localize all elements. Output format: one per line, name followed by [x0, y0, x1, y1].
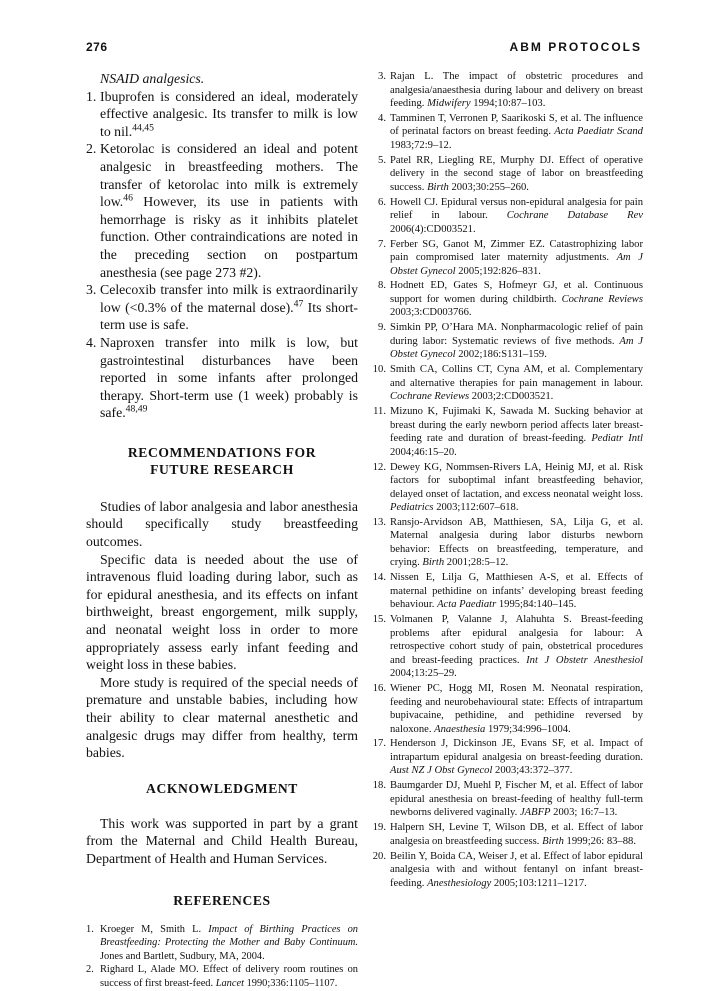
reference-number: 1.	[86, 923, 94, 935]
citation-superscript: 47	[293, 298, 304, 310]
reference-journal: Birth	[422, 557, 445, 569]
page-header	[86, 40, 642, 58]
list-item-number: 1.	[86, 88, 97, 104]
reference-number: 17.	[372, 738, 386, 750]
acknowledgment-paragraph: This work was supported in part by a grant from the Maternal and Child Health Bureau, Department of Health and Human Services.	[86, 815, 358, 866]
reference-list-left	[86, 923, 358, 991]
reference-item	[368, 70, 643, 111]
reference-authors: Baumgarder DJ, Muehl P, Fischer M, et al. Effect of labor epidural anesthesia on breast-feeding of healthy full-term newborns delivered vaginally.	[390, 780, 643, 819]
reference-details: 2001;28:5–12.	[444, 557, 509, 569]
recommendations-heading-line-2: FUTURE RESEARCH	[150, 461, 294, 477]
reference-item	[368, 821, 643, 848]
reference-details: 2004;46:15–20.	[390, 446, 457, 458]
citation-superscript: 48,49	[125, 403, 148, 415]
acknowledgment-heading: ACKNOWLEDGMENT	[146, 780, 298, 796]
reference-journal: Am J Obstet Gynecol	[390, 335, 643, 361]
reference-number: 13.	[372, 516, 386, 528]
left-column	[86, 70, 358, 991]
nsaid-list	[86, 88, 358, 422]
reference-journal: Cochrane Reviews	[561, 293, 643, 305]
reference-authors: Mizuno K, Fujimaki K, Sawada M. Sucking behavior at breast during the early newborn period affects later breast-feeding rate and duration of breast-feeding.	[390, 406, 643, 445]
list-item-text-cont: However, its use in patients with hemorrhage is risky as it inhibits platelet function. Other contraindications are noted in the preceding section on postpartum anesthesia (see page 273 #2).	[100, 194, 358, 280]
reference-details: 2004;13:25–29.	[390, 668, 457, 680]
reference-number: 9.	[378, 322, 386, 334]
citation-superscript: 44,45	[132, 122, 154, 134]
reference-item	[86, 963, 358, 990]
reference-journal: Birth	[427, 181, 449, 193]
reference-details: 1994;10:87–103.	[470, 98, 546, 109]
reference-item	[368, 571, 643, 612]
list-item-number: 2.	[86, 141, 97, 157]
reference-number: 12.	[372, 461, 386, 473]
reference-authors: Hodnett ED, Gates S, Hofmeyr GJ, et al. Continuous support for women during childbirth.	[390, 280, 643, 305]
reference-authors: Patel RR, Liegling RE, Murphy DJ. Effect of operative delivery in the second stage of labor on breastfeeding success.	[390, 154, 643, 193]
reference-details: 1979;34:996–1004.	[485, 723, 571, 735]
reference-journal: Int J Obstetr Anesthesiol	[526, 654, 643, 666]
recommendations-paragraph: Studies of labor analgesia and labor anesthesia should specifically study breastfeeding outcomes.	[86, 498, 358, 550]
reference-details: 2002;186:S131–159.	[455, 349, 547, 361]
page-number: 276	[86, 40, 108, 54]
reference-authors: Howell CJ. Epidural versus non-epidural analgesia for pain relief in labour.	[390, 196, 643, 222]
reference-item	[368, 516, 643, 570]
reference-authors: Righard L, Alade MO. Effect of delivery room routines on success of first breast-feed.	[100, 964, 358, 989]
reference-journal: Cochrane Database Rev	[506, 210, 643, 222]
reference-authors: Henderson J, Dickinson JE, Evans SF, et al. Impact of intrapartum epidural analgesia on breast-feeding duration.	[390, 738, 643, 763]
reference-item	[368, 779, 643, 820]
reference-number: 7.	[378, 238, 386, 250]
reference-item	[368, 461, 643, 515]
reference-item	[368, 613, 643, 681]
reference-number: 6.	[378, 196, 386, 208]
reference-journal: Am J Obstet Gynecol	[390, 252, 643, 277]
reference-item	[368, 850, 643, 891]
reference-authors: Beilin Y, Boida CA, Weiser J, et al. Effect of labor epidural analgesia with and without fentanyl on infant breast-feeding.	[390, 850, 643, 889]
reference-journal: Pediatrics	[390, 502, 434, 514]
reference-list-right	[368, 70, 643, 890]
reference-number: 11.	[373, 406, 386, 418]
list-item-text: Ketorolac is considered an ideal and potent analgesic in breastfeeding mothers. The transfer of ketorolac into milk is extremely low.	[100, 141, 358, 210]
reference-book-title: Impact of Birthing Practices on Breastfeeding: Protecting the Mother and Baby Continuum.	[100, 923, 359, 949]
reference-journal: Pediatr Intl	[591, 433, 643, 445]
reference-item	[368, 737, 643, 778]
reference-details: 2005;192:826–831.	[455, 265, 541, 277]
list-item-number: 4.	[86, 334, 97, 350]
reference-item	[368, 154, 643, 195]
reference-journal: JABFP	[519, 807, 551, 819]
reference-number: 5.	[378, 154, 386, 166]
reference-item	[368, 196, 643, 237]
right-column	[368, 70, 643, 892]
reference-journal: Anesthesiology	[427, 877, 492, 889]
reference-number: 4.	[378, 112, 386, 124]
reference-number: 20.	[372, 850, 386, 862]
list-item-text-cont: Its short-term use is safe.	[100, 299, 358, 333]
reference-authors: Tamminen T, Verronen P, Saarikoski S, et al. The influence of perinatal factors on breast feeding.	[390, 112, 643, 138]
reference-details: 2005;103:1211–1217.	[491, 877, 587, 889]
recommendations-heading	[86, 444, 358, 478]
reference-journal: Midwifery	[427, 98, 471, 109]
reference-number: 8.	[378, 280, 386, 292]
references-heading: REFERENCES	[173, 892, 271, 908]
recommendations-heading-line-1: RECOMMENDATIONS FOR	[127, 444, 317, 460]
reference-authors: Dewey KG, Nommsen-Rivers LA, Heinig MJ, et al. Risk factors for suboptimal infant breastfeeding behavior, delayed onset of lactation, and excess neonatal weight loss.	[390, 461, 643, 500]
reference-authors: Volmanen P, Valanne J, Alahuhta S. Breast-feeding problems after epidural analgesia for labour: A retrospective cohort study of pain, obstetrical procedures and breast-feeding practices.	[390, 614, 643, 666]
reference-details: 1995;84:140–145.	[496, 599, 577, 611]
recommendations-paragraph: Specific data is needed about the use of intravenous fluid loading during labor, such as for epidural anesthesia, and its effects on infant birthweight, breast engorgement, milk supply, and neonatal weight loss in order to more appropriately assess early infant feeding and weight loss in these babies.	[86, 551, 358, 673]
reference-item	[368, 279, 643, 320]
list-item-text: Celecoxib transfer into milk is extraordinarily low (<0.3% of the maternal dose).	[100, 282, 358, 315]
reference-item	[368, 112, 643, 153]
list-item	[86, 281, 358, 334]
reference-journal: Lancet	[215, 977, 244, 989]
reference-item	[368, 682, 643, 736]
reference-journal: Cochrane Reviews	[390, 391, 470, 403]
reference-authors: Smith CA, Collins CT, Cyna AM, et al. Complementary and alternative therapies for pain management in labour.	[390, 364, 643, 389]
reference-details: 2003;30:255–260.	[448, 181, 529, 193]
list-item	[86, 334, 358, 422]
reference-journal: Acta Paediatr	[437, 599, 497, 611]
list-item-number: 3.	[86, 282, 97, 298]
reference-details: 2006(4):CD003521.	[390, 223, 476, 235]
reference-item	[368, 238, 643, 279]
reference-details: 2003;112:607–618.	[433, 502, 519, 514]
reference-journal: Acta Paediatr Scand	[554, 126, 643, 138]
running-title: ABM PROTOCOLS	[509, 40, 642, 54]
reference-authors: Nissen E, Lilja G, Matthiesen A-S, et al. Effects of maternal pethidine on infants’ developing breast feeding behaviour.	[390, 572, 643, 611]
reference-number: 10.	[372, 364, 386, 376]
reference-journal: Aust NZ J Obst Gynecol	[390, 765, 493, 777]
reference-number: 14.	[372, 572, 386, 584]
reference-details: 1990;336:1105–1107.	[243, 977, 338, 989]
reference-number: 16.	[372, 683, 386, 695]
reference-journal: Birth	[542, 835, 564, 847]
list-item-text: Naproxen transfer into milk is low, but gastrointestinal disturbances have been reported in some infants after prolonged therapy. Short-term use (1 week) probably is safe.	[100, 334, 358, 421]
reference-details: 2003;43:372–377.	[492, 765, 573, 777]
list-item-text: Ibuprofen is considered an ideal, moderately effective analgesic. Its transfer to milk is low to nil.	[100, 88, 358, 139]
reference-item	[368, 321, 643, 362]
reference-item	[86, 923, 358, 964]
reference-authors: Halpern SH, Levine T, Wilson DB, et al. Effect of labor analgesia on breastfeeding success.	[390, 822, 643, 847]
reference-details: 2003;3:CD003766.	[390, 307, 472, 319]
reference-details: Jones and Bartlett, Sudbury, MA, 2004.	[100, 950, 265, 962]
reference-item	[368, 405, 643, 459]
reference-details: 2003;2:CD003521.	[469, 391, 554, 403]
reference-journal: Anaesthesia	[434, 723, 486, 735]
citation-superscript: 46	[123, 192, 133, 204]
reference-authors: Ransjo-Arvidson AB, Matthiesen, SA, Lilja G, et al. Maternal analgesia during labor disturbs newborn behavior: Effects on breastfeeding, temperature, and crying.	[390, 516, 643, 569]
reference-authors: Kroeger M, Smith L.	[100, 923, 209, 935]
reference-details: 1983;72:9–12.	[390, 139, 452, 151]
reference-number: 19.	[372, 822, 386, 834]
reference-authors: Ferber SG, Ganot M, Zimmer EZ. Catastrophizing labor pain compromised later maternity adjustments.	[390, 238, 643, 264]
list-lead: NSAID analgesics.	[100, 71, 205, 86]
reference-item	[368, 363, 643, 404]
reference-details: 2003; 16:7–13.	[550, 807, 618, 819]
list-item	[86, 88, 358, 141]
reference-number: 15.	[372, 614, 386, 626]
reference-authors: Simkin PP, O’Hara MA. Nonpharmacologic relief of pain during labor: Systematic reviews of five methods.	[390, 322, 643, 347]
reference-authors: Rajan L. The impact of obstetric procedures and analgesia/anaesthesia during labour and delivery on breast feeding.	[390, 71, 643, 109]
reference-number: 2.	[86, 964, 94, 976]
list-item	[86, 140, 358, 281]
reference-number: 18.	[372, 780, 386, 792]
reference-number: 3.	[378, 71, 386, 82]
reference-authors: Wiener PC, Hogg MI, Rosen M. Neonatal respiration, feeding and neurobehavioural state: Effects of intrapartum bupivacaine, pethidine, and pethidine reversed by naloxone.	[390, 683, 643, 735]
reference-details: 1999;26: 83–88.	[563, 835, 636, 847]
recommendations-paragraph: More study is required of the special needs of premature and unstable babies, including how their ability to clear maternal anesthetic and analgesic drugs may differ from healthy, term babies.	[86, 674, 358, 761]
